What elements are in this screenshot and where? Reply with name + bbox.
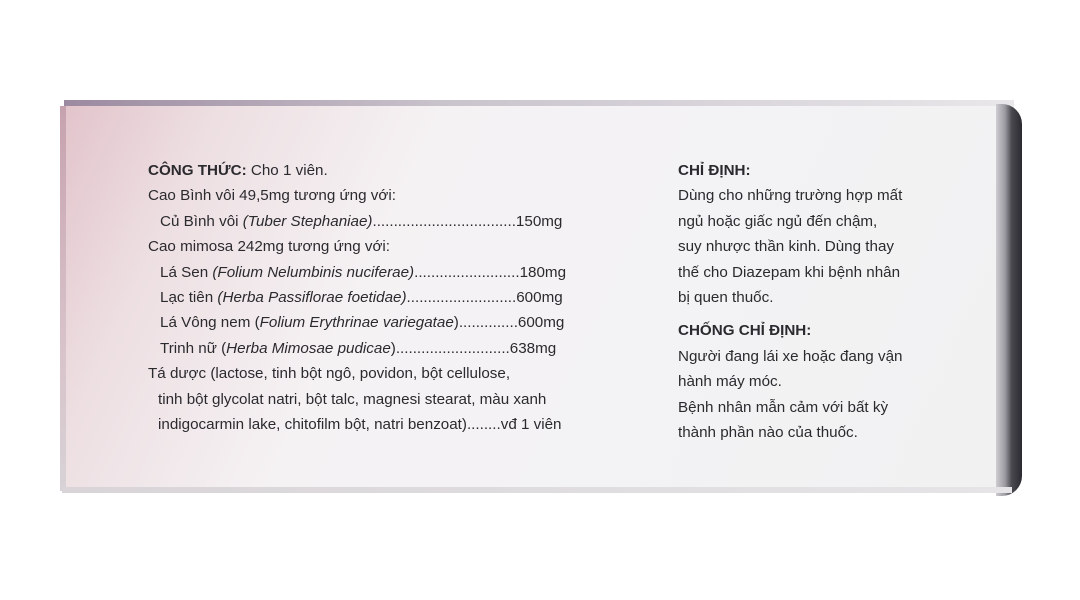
formula-line: Cao Bình vôi 49,5mg tương ứng với: (148, 187, 396, 205)
indications-line: bị quen thuốc. (678, 289, 774, 307)
ingredient-latin-name: Folium Erythrinae variegatae (259, 314, 454, 332)
ingredient-amount: )..............600mg (453, 314, 565, 332)
box-bottom-edge (62, 487, 1012, 493)
ingredient-name: Lạc tiên (160, 289, 218, 307)
ingredient-name: Trinh nữ ( (160, 339, 227, 357)
ingredient-latin-name: Herba Mimosae pudicae (226, 339, 391, 357)
contraindications-heading: CHỐNG CHỈ ĐỊNH: (678, 322, 812, 340)
box-right-edge (996, 104, 1022, 496)
ingredient-line (148, 336, 566, 361)
excipient-line: tinh bột glycolat natri, bột talc, magnesi stearat, màu xanh (158, 390, 547, 408)
ingredient-line (148, 310, 566, 335)
contraindications-line: thành phần nào của thuốc. (678, 424, 858, 442)
ingredient-name: Củ Bình vôi (160, 212, 243, 230)
indications-line: ngủ hoặc giấc ngủ đến chậm, (678, 212, 878, 230)
formula-section (148, 158, 566, 437)
contraindications-line: hành máy móc. (678, 373, 782, 391)
box-left-edge (60, 106, 66, 491)
indications-heading: CHỈ ĐỊNH: (678, 162, 751, 179)
section-gap (678, 310, 902, 318)
excipient-line: indigocarmin lake, chitofilm bột, natri benzoat)........vđ 1 viên (158, 416, 562, 434)
excipient-line: Tá dược (lactose, tinh bột ngô, povidon, bột cellulose, (148, 365, 511, 383)
formula-heading-line (148, 158, 566, 183)
contraindications-line: Người đang lái xe hoặc đang vận (678, 347, 903, 365)
indications-line: Dùng cho những trường hợp mất (678, 187, 903, 205)
formula-heading-suffix: Cho 1 viên. (246, 162, 328, 179)
ingredient-amount: ..................................150mg (372, 212, 563, 230)
indications-line: thế cho Diazepam khi bệnh nhân (678, 263, 901, 281)
contraindications-line: Bệnh nhân mẫn cảm với bất kỳ (678, 398, 889, 416)
ingredient-latin-name: (Tuber Stephaniae) (242, 212, 373, 230)
ingredient-amount: ..........................600mg (406, 289, 563, 307)
ingredient-amount: )...........................638mg (390, 339, 557, 357)
indications-line: suy nhược thần kinh. Dùng thay (678, 238, 894, 256)
ingredient-name: Lá Sen (160, 263, 213, 281)
formula-heading: CÔNG THỨC: (148, 162, 247, 179)
ingredient-line (148, 260, 566, 285)
indications-section (678, 158, 902, 445)
ingredient-amount: .........................180mg (414, 263, 567, 281)
ingredient-line (148, 209, 566, 234)
ingredient-name: Lá Vông nem ( (160, 314, 260, 332)
ingredient-line (148, 285, 566, 310)
ingredient-latin-name: (Folium Nelumbinis nuciferae) (212, 263, 415, 281)
ingredient-latin-name: (Herba Passiflorae foetidae) (217, 289, 407, 307)
formula-line: Cao mimosa 242mg tương ứng với: (148, 238, 391, 256)
